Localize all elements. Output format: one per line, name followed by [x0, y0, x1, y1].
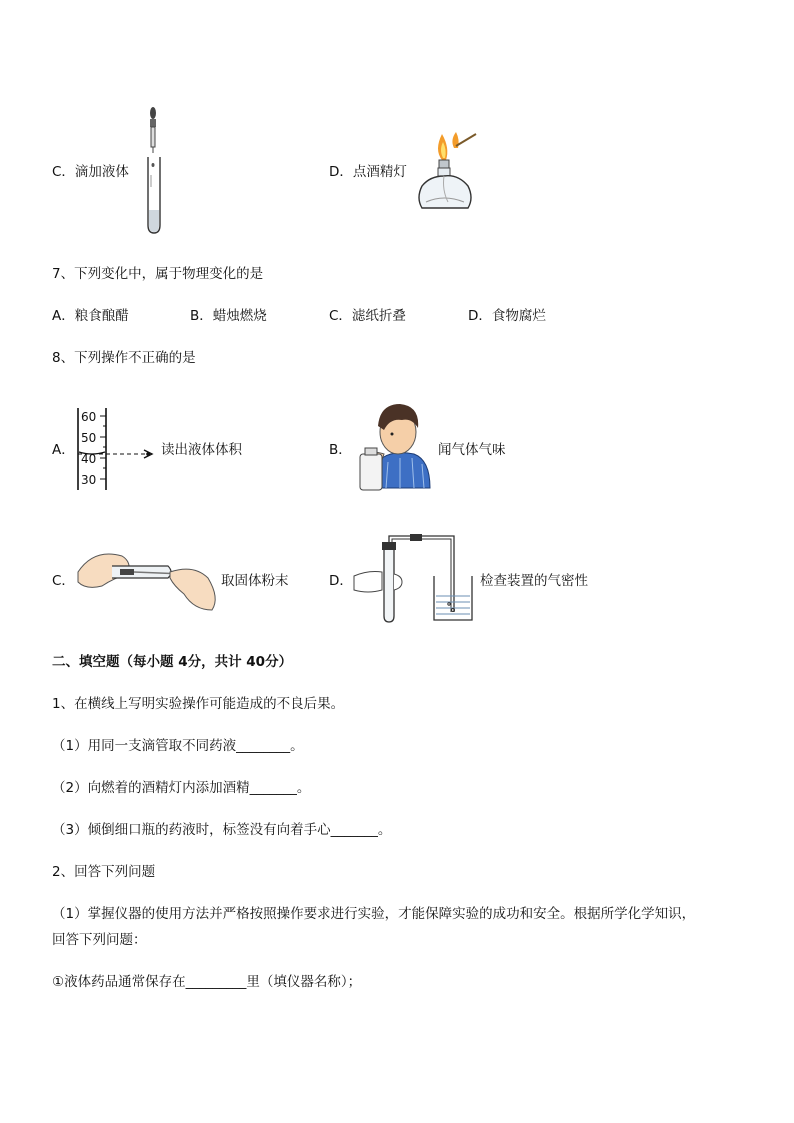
q8-stem: 8、下列操作不正确的是 [52, 350, 196, 366]
scale-50: 50 [81, 431, 97, 445]
q7-option-b: B．蜡烛燃烧 [190, 308, 267, 324]
powder-with-paper-illustration [74, 542, 224, 612]
q8-option-a-caption: 读出液体体积 [161, 442, 242, 458]
q8-option-d-caption: 检查装置的气密性 [480, 573, 588, 589]
q8-option-b-caption: 闻气体气味 [438, 442, 506, 458]
section2-q1-item2: （2）向燃着的酒精灯内添加酒精_______。 [52, 780, 311, 796]
section2-q1-item1: （1）用同一支滴管取不同药液________。 [52, 738, 304, 754]
section2-q2-paragraph-line2: 回答下列问题： [52, 932, 147, 948]
section2-q2-item1: ①液体药品通常保存在_________里（填仪器名称）； [52, 974, 362, 990]
q8-option-c-caption: 取固体粉末 [221, 573, 289, 589]
airtightness-check-illustration [350, 532, 480, 624]
section2-q2-paragraph-line1: （1）掌握仪器的使用方法并严格按照操作要求进行实验，才能保障实验的成功和安全。根据所学化学知识， [52, 906, 696, 922]
section2-title: 二、填空题（每小题 4分，共计 40分） [52, 654, 293, 670]
option-c-label: C．滴加液体 [52, 164, 129, 180]
q7-option-c: C．滤纸折叠 [329, 308, 406, 324]
dropper-test-tube-illustration [140, 105, 180, 235]
section2-q1-item3: （3）倾倒细口瓶的药液时，标签没有向着手心_______。 [52, 822, 392, 838]
q8-option-c-prefix: C． [52, 573, 75, 589]
q8-option-d-prefix: D． [329, 573, 353, 589]
q7-option-a: A．粮食酿醋 [52, 308, 129, 324]
scale-60: 60 [81, 410, 97, 424]
section2-q1-stem: 1、在横线上写明实验操作可能造成的不良后果。 [52, 696, 345, 712]
q7-stem: 7、下列变化中，属于物理变化的是 [52, 266, 264, 282]
q8-option-b-prefix: B． [329, 442, 352, 458]
section2-q2-stem: 2、回答下列问题 [52, 864, 156, 880]
q7-option-d: D．食物腐烂 [468, 308, 546, 324]
scale-30: 30 [81, 473, 97, 487]
scale-40: 40 [81, 452, 97, 466]
alcohol-lamp-illustration [408, 128, 483, 216]
option-d-label: D．点酒精灯 [329, 164, 407, 180]
person-smelling-bottle-illustration [354, 398, 434, 494]
q8-option-a-prefix: A． [52, 442, 75, 458]
